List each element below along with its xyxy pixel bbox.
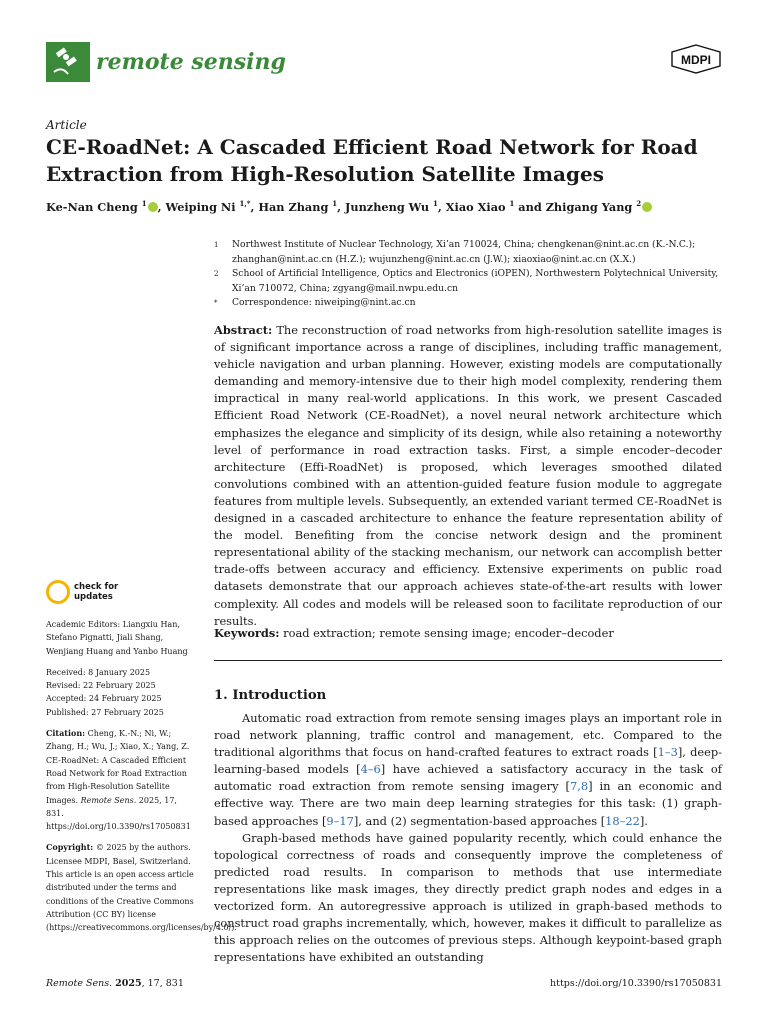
orcid-icon[interactable] [148,202,158,212]
paper-title: CE-RoadNet: A Cascaded Efficient Road Network for Road Extraction from High-Resolution Satellite Images [46,135,698,186]
author-affiliation-mark: 1,* [239,199,251,208]
article-type: Article [46,118,87,132]
introduction-body [214,710,722,966]
author-affiliation-mark: 1 [141,199,147,208]
footer-year: 2025 [115,978,142,989]
paragraph-text: ] in an economic and effective way. There are two main deep learning strategies for this task: (1) graph-based approaches [ [214,779,722,828]
affiliation-item [214,238,724,267]
footer-volume: , 17, 831 [141,978,184,989]
author-affiliation-mark: 1 [332,199,338,208]
revised-date: Revised: 22 February 2025 [46,681,156,691]
citation-link[interactable]: 9–17 [326,813,354,828]
keywords-label: Keywords: [214,626,280,640]
paragraph [214,710,722,830]
citation-text: Cheng, K.-N.; Ni, W.; Zhang, H.; Wu, J.; Xiao, X.; Yang, Z. CE-RoadNet: A Cascaded Efficient Road Network for Road Extraction from High-Resolution Satellite Images. [46,729,190,805]
paragraph-text: ]. [639,813,648,828]
section-divider [214,660,722,661]
page-footer [46,978,722,989]
affiliation-mark: 1 [214,241,219,249]
citation-link[interactable]: 1–3 [657,745,678,760]
affiliation-item [214,296,724,311]
author-separator: , [157,199,166,214]
citation-label: Citation: [46,728,86,739]
affiliation-text: Northwest Institute of Nuclear Technology, Xi’an 710024, China; chengkenan@nint.ac.cn (K.-N.C.); zhanghan@nint.ac.cn (H.Z.); wujunzheng@nint.ac.cn (J.W.); xiaoxiao@nint.ac.cn (X.X.) [232,239,696,265]
author-name: Weiping Ni [165,199,240,214]
author-name: Han Zhang [258,199,333,214]
paragraph-text: ], and (2) segmentation-based approaches [ [353,813,606,828]
publisher-name: MDPI [681,53,711,67]
author-name: Junzheng Wu [345,199,434,214]
author-name: Xiao Xiao [445,199,510,214]
paragraph-text: ], deep-learning-based models [ [214,745,722,777]
section-heading: 1. Introduction [214,688,327,703]
citation-link[interactable]: 7,8 [569,779,589,794]
affiliation-item [214,267,724,296]
author-affiliation-mark: 2 [636,199,642,208]
citation-link[interactable]: 4–6 [360,762,381,777]
author-separator: , [250,199,259,214]
check-for-updates-button[interactable] [46,580,196,604]
affiliations [214,238,724,311]
journal-logo [46,42,286,82]
author-affiliation-mark: 1 [433,199,438,208]
citation [46,727,196,833]
abstract [214,322,722,630]
orcid-icon[interactable] [642,202,652,212]
citation-journal: Remote Sens. [80,795,137,805]
sidebar [46,580,237,943]
affiliation-mark: 2 [214,270,219,278]
check-line-1: check for [74,582,119,592]
published-date: Published: 27 February 2025 [46,707,164,717]
author-separator: and [514,199,546,214]
footer-doi-link[interactable]: https://doi.org/10.3390/rs17050831 [550,978,722,989]
author-separator: , [437,199,446,214]
received-date: Received: 8 January 2025 [46,667,151,677]
keywords [214,625,722,642]
citation-link[interactable]: 18–22 [605,813,640,828]
check-updates-icon [46,580,70,604]
abstract-text: The reconstruction of road networks from high-resolution satellite images is of significant importance across a range of disciplines, including traffic management, vehicle navigation and urban planning. However, existing models are computationally demanding and memory-intensive due to their high model complexity, rendering them impractical in many real-world applications. In this work, we present Cascaded Efficient Road Network (CE-RoadNet), a novel neural network architecture which emphasizes the elegance and simplicity of its design, while also retaining a noteworthy level of performance in road extraction tasks. First, a simple encoder–decoder architecture (Effi-RoadNet) is proposed, which leverages smoothed dilated convolutions combined with an attention-guided feature fusion module to aggregate features from multiple levels. Subsequently, an extended variant termed CE-RoadNet is designed in a cascaded architecture to enhance the feature representation ability of the model. Benefiting from the concise network design and the prominent representational ability of the stacking mechanism, our network can accomplish better trade-offs between accuracy and efficiency. Extensive experiments on public road datasets demonstrate that our approach achieves state-of-the-art results with lower complexity. All codes and models will be released soon to facilitate reproduction of our results. [214,323,723,628]
copyright-text: © 2025 by the authors. Licensee MDPI, Basel, Switzerland. This article is an open access article distributed under the terms and conditions of the Creative Commons Attribution (CC BY) license (https://creativecommons.org/licenses/by/4.0/). [46,843,237,933]
affiliation-text: Correspondence: niweiping@nint.ac.cn [232,297,416,308]
paragraph-text: Automatic road extraction from remote sensing images plays an important role in road network planning, traffic control and management, etc. Compared to the traditional algorithms that focus on hand-crafted features to extract roads [ [214,711,722,760]
publisher-logo [670,44,722,78]
author-list [46,199,652,214]
copyright [46,841,237,934]
journal-name: remote sensing [96,49,286,75]
copyright-label: Copyright: [46,842,94,853]
satellite-icon [46,42,90,82]
author-affiliation-mark: 1 [509,199,515,208]
keywords-text: road extraction; remote sensing image; encoder–decoder [283,626,614,640]
abstract-label: Abstract: [214,323,273,337]
check-line-2: updates [74,592,113,602]
author-name: Zhigang Yang [545,199,637,214]
author-separator: , [337,199,346,214]
author-name: Ke-Nan Cheng [46,199,142,214]
paragraph-text: ] have achieved a satisfactory accuracy in the task of automatic road extraction from remote sensing imagery [ [214,762,722,794]
affiliation-text: School of Artificial Intelligence, Optics and Electronics (iOPEN), Northwestern Polytechnical University, Xi’an 710072, China; zgyang@mail.nwpu.edu.cn [232,268,719,294]
citation-tail[interactable]: 2025, 17, 831. https://doi.org/10.3390/rs17050831 [46,795,191,832]
accepted-date: Accepted: 24 February 2025 [46,694,162,704]
affiliation-mark: * [214,299,218,307]
footer-journal: Remote Sens. [46,978,113,989]
paragraph: Graph-based methods have gained popularity recently, which could enhance the topological correctness of roads and consequently improve the completeness of predicted road results. In comparison to methods that use intermediate representations like mask images, they directly predict graph nodes and edges in a vectorized form. An autoregressive approach is utilized in graph-based methods to construct road graphs incrementally, which, however, makes it difficult to parallelize as this approach relies on the outcomes of previous steps. Although keypoint-based graph representations have exhibited an outstanding [214,830,722,965]
academic-editors: Academic Editors: Liangxiu Han, Stefano Pignatti, Jiali Shang, Wenjiang Huang and Yanbo Huang [46,620,188,656]
dates [46,666,196,719]
